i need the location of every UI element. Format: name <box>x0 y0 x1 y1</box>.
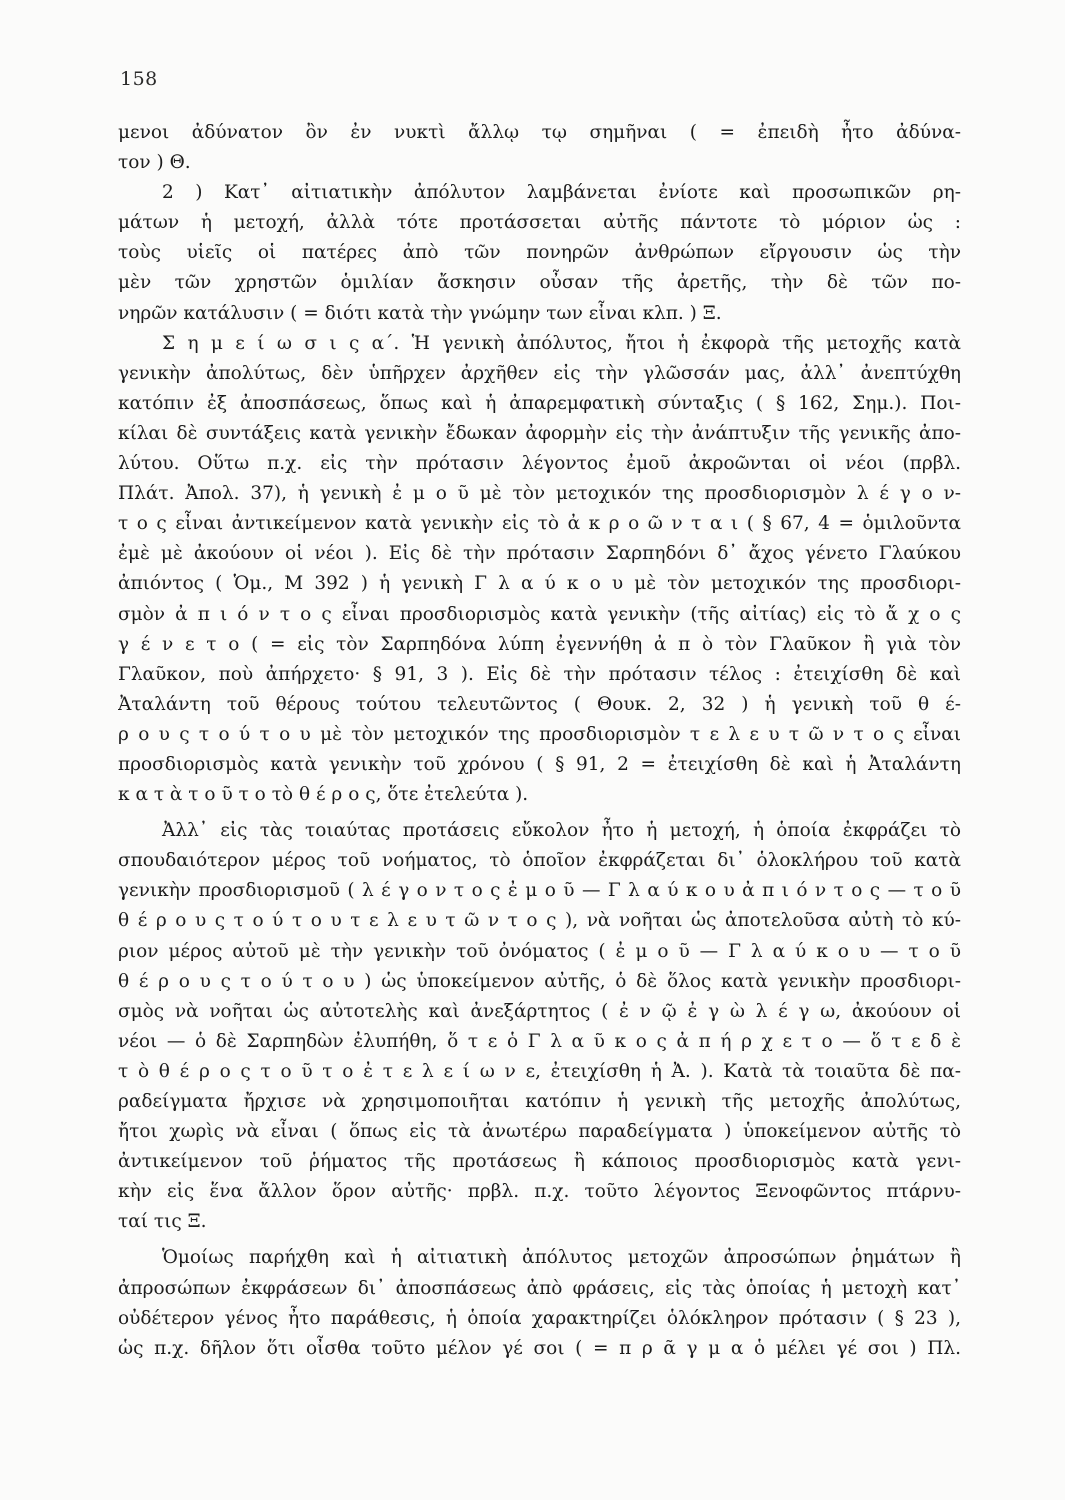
text-line: Σ η μ ε ί ω σ ι ς α΄. Ἡ γενικὴ ἀπόλυτος, ἤτοι ἡ ἐκφορὰ τῆς μετοχῆς κατὰ <box>162 332 961 354</box>
text-line: Ὁμοίως παρήχθη καὶ ἡ αἰτιατικὴ ἀπόλυτος μετοχῶν ἀπροσώπων ῥημάτων ἢ <box>162 1247 961 1269</box>
text-line: ταί τις Ξ. <box>118 1211 207 1233</box>
text-line: ἐμὲ μὲ ἀκούουν οἱ νέοι ). Εἰς δὲ τὴν πρότασιν Σαρπηδόνι δ᾽ ἄχος γένετο Γλαύκου <box>118 543 961 565</box>
text-line: σμὸς νὰ νοῆται ὡς αὐτοτελὴς καὶ ἀνεξάρτητος ( ἐ ν ῷ ἐ γ ὼ λ έ γ ω, ἀκούουν οἱ <box>118 1000 961 1022</box>
text-line: ἀπιόντος ( Ὁμ., Μ 392 ) ἡ γενικὴ Γ λ α ύ κ ο υ μὲ τὸν μετοχικόν της προσδιορι- <box>118 573 961 595</box>
text-line: Γλαῦκον, ποὺ ἀπήρχετο· § 91, 3 ). Εἰς δὲ τὴν πρότασιν τέλος : ἐτειχίσθη δὲ καὶ <box>118 663 961 685</box>
text-line: μενοι ἀδύνατον ὂν ἐν νυκτὶ ἄλλῳ τῳ σημῆναι ( = ἐπειδὴ ἦτο ἀδύνα- <box>118 122 961 143</box>
text-line: ἤτοι χωρὶς νὰ εἶναι ( ὅπως εἰς τὰ ἀνωτέρω παραδείγματα ) ὑποκείμενον αὐτῆς τὸ <box>118 1121 961 1143</box>
paragraph-note-genitive-absolute <box>118 329 961 811</box>
text-line: θ έ ρ ο υ ς τ ο ύ τ ο υ τ ε λ ε υ τ ῶ ν τ ο ς ), νὰ νοῆται ὡς ἀποτελοῦσα αὐτὴ τὸ κύ- <box>118 910 961 932</box>
text-line: οὐδέτερον γένος ἦτο παράθεσις, ἡ ὁποία χαρακτηρίζει ὁλόκληρον πρότασιν ( § 23 ), <box>118 1307 961 1329</box>
text-line: μὲν τῶν χρηστῶν ὁμιλίαν ἄσκησιν οὖσαν τῆς ἀρετῆς, τὴν δὲ τῶν πο- <box>118 272 961 294</box>
text-line: μάτων ἡ μετοχή, ἀλλὰ τότε προτάσσεται αὐτῆς πάντοτε τὸ μόριον ὡς : <box>118 212 961 234</box>
text-line: Ἀλλ᾽ εἰς τὰς τοιαύτας προτάσεις εὔκολον ἦτο ἡ μετοχή, ἡ ὁποία ἐκφράζει τὸ <box>162 820 961 842</box>
text-line: κίλαι δὲ συντάξεις κατὰ γενικὴν ἔδωκαν ἀφορμὴν εἰς τὴν ἀνάπτυξιν τῆς γενικῆς ἀπο- <box>118 422 961 444</box>
text-line: ὡς π.χ. δῆλον ὅτι οἶσθα τοῦτο μέλον γέ σοι ( = π ρ ᾶ γ μ α ὁ μέλει γέ σοι ) Πλ. <box>118 1337 961 1359</box>
text-line: προσδιορισμὸς κατὰ γενικὴν τοῦ χρόνου ( § 91, 2 = ἐτειχίσθη δὲ καὶ ἡ Ἀταλάντη <box>118 753 961 775</box>
text-line: ἀπροσώπων ἐκφράσεων δι᾽ ἀποσπάσεως ἀπὸ φράσεις, εἰς τὰς ὁποίας ἡ μετοχὴ κατ᾽ <box>118 1277 961 1299</box>
text-line: ἀντικείμενον τοῦ ῥήματος τῆς προτάσεως ἢ κάποιος προσδιορισμὸς κατὰ γενι- <box>118 1151 961 1173</box>
text-line: κὴν εἰς ἕνα ἄλλον ὅρον αὐτῆς· πρβλ. π.χ. τοῦτο λέγοντος Ξενοφῶντος πτάρνυ- <box>118 1181 961 1203</box>
text-line: Πλάτ. Ἀπολ. 37), ἡ γενικὴ ἐ μ ο ῦ μὲ τὸν μετοχικόν της προσδιορισμὸν λ έ γ ο ν- <box>118 483 961 505</box>
paragraph-continuation <box>118 118 961 178</box>
text-line: γενικὴν προσδιορισμοῦ ( λ έ γ ο ν τ ο ς ἐ μ ο ῦ — Γ λ α ύ κ ο υ ἀ π ι ό ν τ ο ς — τ ο ῦ <box>118 880 961 902</box>
text-line: κατόπιν ἐξ ἀποσπάσεως, ὅπως καὶ ἡ ἀπαρεμφατικὴ σύνταξις ( § 162, Σημ.). Ποι- <box>118 392 961 414</box>
page-number: 158 <box>120 68 158 90</box>
text-line: ριον μέρος αὐτοῦ μὲ τὴν γενικὴν τοῦ ὀνόματος ( ἐ μ ο ῦ — Γ λ α ύ κ ο υ — τ ο ῦ <box>118 940 961 962</box>
body-text <box>118 118 961 1364</box>
paragraph-explanation <box>118 816 961 1237</box>
text-line: τον ) Θ. <box>118 152 191 174</box>
text-line: ραδείγματα ἤρχισε νὰ χρησιμοποιῆται κατόπιν ἡ γενικὴ τῆς μετοχῆς ἀπολύτως, <box>118 1091 961 1112</box>
text-line: σμὸν ἀ π ι ό ν τ ο ς εἶναι προσδιορισμὸς κατὰ γενικὴν (τῆς αἰτίας) εἰς τὸ ἄ χ ο ς <box>118 603 961 625</box>
text-line: γ έ ν ε τ ο ( = εἰς τὸν Σαρπηδόνα λύπη ἐγεννήθη ἀ π ὸ τὸν Γλαῦκον ἢ γιὰ τὸν <box>118 633 961 655</box>
text-line: κ α τ ὰ τ ο ῦ τ ο τὸ θ έ ρ ο ς, ὅτε ἐτελεύτα ). <box>118 784 529 806</box>
text-line: λύτου. Οὕτω π.χ. εἰς τὴν πρότασιν λέγοντος ἐμοῦ ἀκροῶνται οἱ νέοι (πρβλ. <box>118 453 961 475</box>
text-line: τ ὸ θ έ ρ ο ς τ ο ῦ τ ο ἐ τ ε λ ε ί ω ν ε, ἐτειχίσθη ἡ Ἀ. ). Κατὰ τὰ τοιαῦτα δὲ πα- <box>118 1060 961 1082</box>
text-line: Ἀταλάντη τοῦ θέρους τούτου τελευτῶντος ( Θουκ. 2, 32 ) ἡ γενικὴ τοῦ θ έ- <box>118 693 961 715</box>
text-line: σπουδαιότερον μέρος τοῦ νοήματος, τὸ ὁποῖον ἐκφράζεται δι᾽ ὁλοκλήρου τοῦ κατὰ <box>118 850 961 872</box>
text-line: νηρῶν κατάλυσιν ( = διότι κατὰ τὴν γνώμην των εἶναι κλπ. ) Ξ. <box>118 302 722 324</box>
text-line: τοὺς υἱεῖς οἱ πατέρες ἀπὸ τῶν πονηρῶν ἀνθρώπων εἴργουσιν ὡς τὴν <box>118 242 961 264</box>
paragraph-impersonal-accusative <box>118 1243 961 1363</box>
text-line: θ έ ρ ο υ ς τ ο ύ τ ο υ ) ὡς ὑποκείμενον αὐτῆς, ὁ δὲ ὅλος κατὰ γενικὴν προσδιορι- <box>118 970 961 992</box>
paragraph-accusative-absolute <box>118 178 961 328</box>
text-line: νέοι — ὁ δὲ Σαρπηδὼν ἐλυπήθη, ὅ τ ε ὁ Γ λ α ῦ κ ο ς ἀ π ή ρ χ ε τ ο — ὅ τ ε δ ὲ <box>118 1030 961 1052</box>
text-line: ρ ο υ ς τ ο ύ τ ο υ μὲ τὸν μετοχικόν της προσδιορισμὸν τ ε λ ε υ τ ῶ ν τ ο ς εἶναι <box>118 723 961 745</box>
text-line: τ ο ς εἶναι ἀντικείμενον κατὰ γενικὴν εἰς τὸ ἀ κ ρ ο ῶ ν τ α ι ( § 67, 4 = ὁμιλοῦντα <box>118 513 961 535</box>
text-line: 2 ) Κατ᾽ αἰτιατικὴν ἀπόλυτον λαμβάνεται ἐνίοτε καὶ προσωπικῶν ρη- <box>162 182 961 204</box>
text-line: γενικὴν ἀπολύτως, δὲν ὑπῆρχεν ἀρχῆθεν εἰς τὴν γλῶσσάν μας, ἀλλ᾽ ἀνεπτύχθη <box>118 362 961 384</box>
